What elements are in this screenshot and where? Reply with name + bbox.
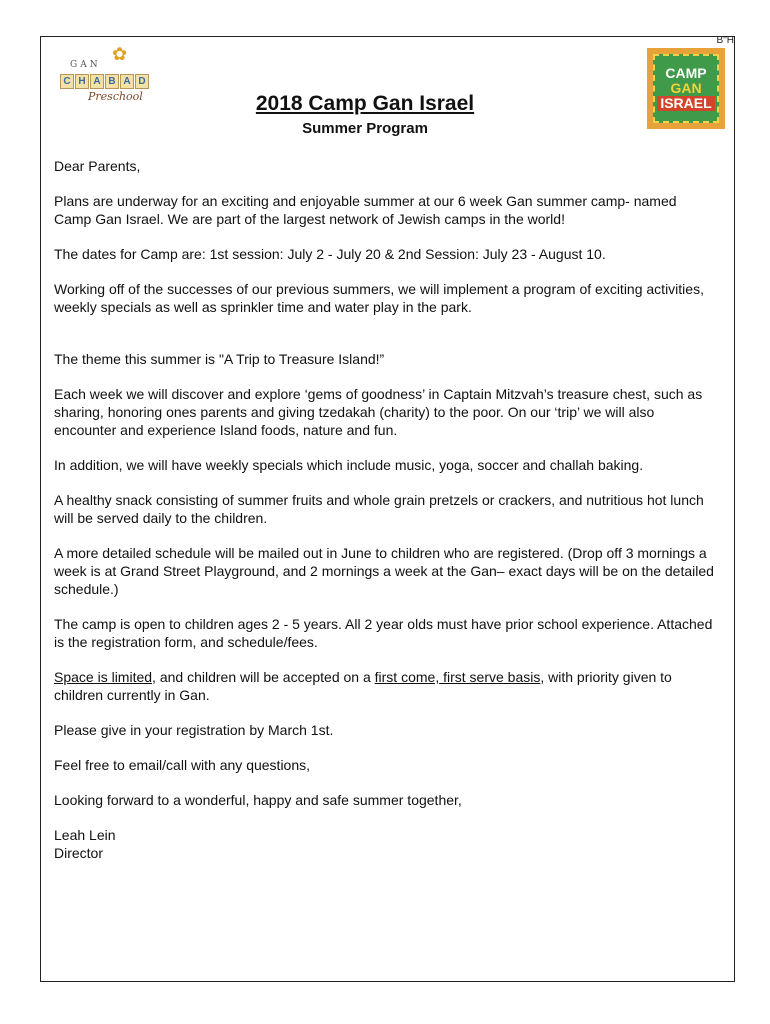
logo-gan-text: GAN	[70, 60, 101, 70]
paragraph: A more detailed schedule will be mailed out in June to children who are registered. (Drop off 3 mornings a week is at Grand Street Playground, and 2 mornings a week at the Gan– exact days will be on the detailed schedule.)	[54, 545, 714, 597]
paragraph-text: , and children will be accepted on a	[152, 669, 375, 685]
paragraph-space-limited	[54, 668, 714, 704]
bh-mark: B"H	[716, 35, 734, 46]
logo-letter: A	[120, 74, 134, 89]
logo-letter: D	[135, 74, 149, 89]
logo-israel-text: ISRAEL	[657, 96, 714, 111]
paragraph: Please give in your registration by March 1st.	[54, 722, 334, 738]
paragraph: Plans are underway for an exciting and enjoyable summer at our 6 week Gan summer camp- named Camp Gan Israel. We are part of the largest network of Jewish camps in the world!	[54, 193, 677, 227]
underlined-text: first come, first serve basis	[374, 669, 541, 685]
logo-letter: A	[90, 74, 104, 89]
logo-letter: B	[105, 74, 119, 89]
paragraph: Looking forward to a wonderful, happy and safe summer together,	[54, 792, 462, 808]
paragraph: In addition, we will have weekly specials which include music, yoga, soccer and challah baking.	[54, 457, 644, 473]
paragraph: Each week we will discover and explore ‘gems of goodness’ in Captain Mitzvah’s treasure chest, such as sharing, honoring ones parents and giving tzedakah (charity) to the poor. On our ‘trip’ we will also encounter and experience Island foods, nature and fun.	[54, 386, 703, 438]
greeting: Dear Parents,	[54, 158, 141, 174]
paragraph: A healthy snack consisting of summer fruits and whole grain pretzels or crackers, and nutritious hot lunch will be served daily to the children.	[54, 492, 704, 526]
paragraph: Working off of the successes of our previous summers, we will implement a program of exciting activities, weekly specials as well as sprinkler time and water play in the park.	[54, 281, 704, 315]
signer-title: Director	[54, 845, 104, 861]
paragraph: The dates for Camp are: 1st session: July 2 - July 20 & 2nd Session: July 23 - August 10.	[54, 246, 606, 262]
signature	[54, 826, 714, 862]
signer-name: Leah Lein	[54, 827, 116, 843]
paragraph: The theme this summer is "A Trip to Treasure Island!”	[54, 351, 385, 367]
camp-gan-israel-logo	[647, 48, 725, 129]
logo-chabad-blocks	[60, 74, 149, 89]
page-subtitle: Summer Program	[302, 120, 428, 137]
letter-body	[54, 157, 714, 879]
logo-preschool-text: Preschool	[88, 90, 143, 103]
logo-letter: H	[75, 74, 89, 89]
logo-camp-text: CAMP	[665, 65, 707, 81]
flower-icon: ✿	[112, 44, 128, 64]
paragraph-text: , with priority given to children currently in Gan.	[54, 669, 672, 703]
underlined-text: Space is limited	[54, 669, 153, 685]
logo-gan-text: GAN	[670, 80, 702, 96]
paragraph: Feel free to email/call with any questions,	[54, 757, 311, 773]
page-title: 2018 Camp Gan Israel	[255, 92, 475, 115]
paragraph: The camp is open to children ages 2 - 5 years. All 2 year olds must have prior school experience. Attached is the registration form, and schedule/fees.	[54, 616, 713, 650]
logo-letter: C	[60, 74, 74, 89]
